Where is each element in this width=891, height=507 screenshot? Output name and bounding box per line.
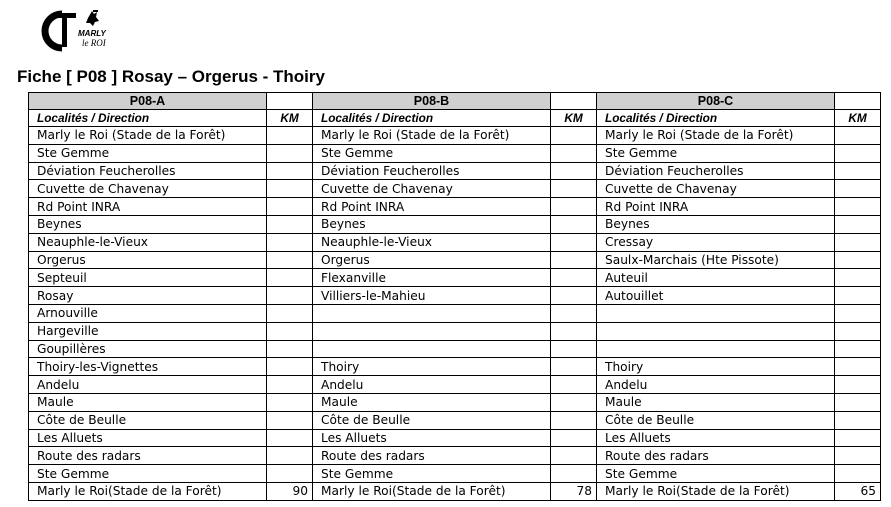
stop-cell: Thoiry xyxy=(597,358,835,376)
km-cell xyxy=(267,322,313,340)
km-cell xyxy=(267,251,313,269)
stop-cell: Rd Point INRA xyxy=(597,198,835,216)
km-cell xyxy=(551,322,597,340)
stop-cell: Maule xyxy=(597,393,835,411)
km-cell xyxy=(551,429,597,447)
stop-cell: Les Alluets xyxy=(29,429,267,447)
stop-cell: Cuvette de Chavenay xyxy=(29,180,267,198)
stop-cell: Beynes xyxy=(597,215,835,233)
km-cell xyxy=(551,233,597,251)
blank-header-cell xyxy=(267,93,313,110)
stop-cell: Rosay xyxy=(29,287,267,305)
km-cell xyxy=(835,393,881,411)
table-row xyxy=(29,269,881,287)
km-cell xyxy=(551,162,597,180)
stop-cell xyxy=(313,340,551,358)
table-row xyxy=(29,127,881,145)
km-cell xyxy=(551,198,597,216)
km-cell xyxy=(835,215,881,233)
stop-cell: Flexanville xyxy=(313,269,551,287)
km-cell xyxy=(267,465,313,483)
table-row xyxy=(29,233,881,251)
svg-text:le ROI: le ROI xyxy=(82,38,106,48)
stop-cell xyxy=(313,322,551,340)
ct-logo-icon xyxy=(38,8,108,54)
km-cell xyxy=(835,322,881,340)
stop-cell: Neauphle-le-Vieux xyxy=(29,233,267,251)
stop-cell: Beynes xyxy=(29,215,267,233)
km-cell xyxy=(835,465,881,483)
stop-cell: Saulx-Marchais (Hte Pissote) xyxy=(597,251,835,269)
route-table-body xyxy=(29,93,881,501)
km-cell xyxy=(835,198,881,216)
stop-cell: Côte de Beulle xyxy=(597,411,835,429)
table-row xyxy=(29,465,881,483)
km-cell xyxy=(267,215,313,233)
stop-cell: Septeuil xyxy=(29,269,267,287)
stop-cell: Marly le Roi(Stade de la Forêt) xyxy=(29,482,267,500)
table-row xyxy=(29,287,881,305)
stop-cell: Ste Gemme xyxy=(29,465,267,483)
km-cell xyxy=(835,304,881,322)
table-row xyxy=(29,322,881,340)
km-cell xyxy=(551,304,597,322)
table-row xyxy=(29,411,881,429)
stop-cell: Marly le Roi (Stade de la Forêt) xyxy=(313,127,551,145)
stop-cell: Cuvette de Chavenay xyxy=(597,180,835,198)
km-cell: 78 xyxy=(551,482,597,500)
route-code-header-row xyxy=(29,93,881,110)
km-cell xyxy=(835,162,881,180)
route-table xyxy=(28,92,881,501)
km-cell xyxy=(267,198,313,216)
km-cell xyxy=(551,411,597,429)
stop-cell: Route des radars xyxy=(313,447,551,465)
column-header-row xyxy=(29,110,881,127)
km-cell xyxy=(267,127,313,145)
stop-cell xyxy=(313,304,551,322)
km-cell xyxy=(267,304,313,322)
stop-cell: Ste Gemme xyxy=(597,144,835,162)
table-row xyxy=(29,215,881,233)
km-cell xyxy=(267,269,313,287)
stop-cell: Ste Gemme xyxy=(313,144,551,162)
km-cell xyxy=(267,287,313,305)
table-row xyxy=(29,162,881,180)
km-cell xyxy=(551,180,597,198)
km-cell xyxy=(267,162,313,180)
stop-cell: Déviation Feucherolles xyxy=(29,162,267,180)
km-cell xyxy=(551,251,597,269)
blank-header-cell xyxy=(551,93,597,110)
blank-header-cell xyxy=(835,93,881,110)
km-header: KM xyxy=(267,110,313,127)
km-cell xyxy=(835,358,881,376)
stop-cell: Route des radars xyxy=(597,447,835,465)
table-row xyxy=(29,393,881,411)
locality-direction-header: Localités / Direction xyxy=(597,110,835,127)
km-header: KM xyxy=(551,110,597,127)
table-row xyxy=(29,304,881,322)
route-code-cell: P08-C xyxy=(597,93,835,110)
stop-cell: Cressay xyxy=(597,233,835,251)
stop-cell: Côte de Beulle xyxy=(29,411,267,429)
stop-cell: Auteuil xyxy=(597,269,835,287)
stop-cell: Hargeville xyxy=(29,322,267,340)
page-title: Fiche [ P08 ] Rosay – Orgerus - Thoiry xyxy=(17,67,325,86)
km-cell xyxy=(835,180,881,198)
stop-cell: Déviation Feucherolles xyxy=(597,162,835,180)
table-row xyxy=(29,340,881,358)
table-row xyxy=(29,144,881,162)
stop-cell xyxy=(597,340,835,358)
table-row xyxy=(29,198,881,216)
stop-cell: Rd Point INRA xyxy=(313,198,551,216)
km-cell xyxy=(267,180,313,198)
stop-cell: Marly le Roi (Stade de la Forêt) xyxy=(29,127,267,145)
km-cell xyxy=(551,144,597,162)
stop-cell: Cuvette de Chavenay xyxy=(313,180,551,198)
stop-cell xyxy=(597,304,835,322)
stop-cell: Maule xyxy=(313,393,551,411)
km-cell xyxy=(835,411,881,429)
km-cell: 90 xyxy=(267,482,313,500)
km-cell xyxy=(551,358,597,376)
stop-cell: Andelu xyxy=(29,376,267,394)
km-cell xyxy=(835,447,881,465)
locality-direction-header: Localités / Direction xyxy=(313,110,551,127)
km-cell xyxy=(267,376,313,394)
km-cell xyxy=(551,376,597,394)
stop-cell xyxy=(597,322,835,340)
stop-cell: Ste Gemme xyxy=(597,465,835,483)
km-cell xyxy=(551,287,597,305)
stop-cell: Beynes xyxy=(313,215,551,233)
km-cell xyxy=(267,358,313,376)
km-cell: 65 xyxy=(835,482,881,500)
stop-cell: Marly le Roi(Stade de la Forêt) xyxy=(313,482,551,500)
stop-cell: Thoiry-les-Vignettes xyxy=(29,358,267,376)
km-cell xyxy=(267,447,313,465)
stop-cell: Ste Gemme xyxy=(313,465,551,483)
table-row xyxy=(29,358,881,376)
stop-cell: Maule xyxy=(29,393,267,411)
route-code-cell: P08-A xyxy=(29,93,267,110)
stop-cell: Andelu xyxy=(313,376,551,394)
km-cell xyxy=(551,340,597,358)
km-cell xyxy=(267,393,313,411)
stop-cell: Route des radars xyxy=(29,447,267,465)
km-cell xyxy=(551,127,597,145)
km-cell xyxy=(551,393,597,411)
stop-cell: Arnouville xyxy=(29,304,267,322)
km-cell xyxy=(835,376,881,394)
km-cell xyxy=(551,465,597,483)
ct-marly-logo xyxy=(38,8,108,54)
km-header: KM xyxy=(835,110,881,127)
stop-cell: Orgerus xyxy=(313,251,551,269)
stop-cell: Côte de Beulle xyxy=(313,411,551,429)
km-cell xyxy=(267,429,313,447)
km-cell xyxy=(835,251,881,269)
table-row xyxy=(29,376,881,394)
table-row xyxy=(29,180,881,198)
stop-cell: Marly le Roi (Stade de la Forêt) xyxy=(597,127,835,145)
km-cell xyxy=(835,287,881,305)
route-code-cell: P08-B xyxy=(313,93,551,110)
km-cell xyxy=(835,144,881,162)
stop-cell: Andelu xyxy=(597,376,835,394)
km-cell xyxy=(835,269,881,287)
stop-cell: Goupillères xyxy=(29,340,267,358)
km-cell xyxy=(551,269,597,287)
km-cell xyxy=(835,340,881,358)
stop-cell: Déviation Feucherolles xyxy=(313,162,551,180)
stop-cell: Orgerus xyxy=(29,251,267,269)
km-cell xyxy=(267,340,313,358)
stop-cell: Les Alluets xyxy=(313,429,551,447)
km-cell xyxy=(835,127,881,145)
table-row xyxy=(29,482,881,500)
stop-cell: Les Alluets xyxy=(597,429,835,447)
stop-cell: Neauphle-le-Vieux xyxy=(313,233,551,251)
km-cell xyxy=(551,447,597,465)
table-row xyxy=(29,251,881,269)
table-row xyxy=(29,447,881,465)
stop-cell: Marly le Roi(Stade de la Forêt) xyxy=(597,482,835,500)
locality-direction-header: Localités / Direction xyxy=(29,110,267,127)
km-cell xyxy=(835,429,881,447)
km-cell xyxy=(267,144,313,162)
table-row xyxy=(29,429,881,447)
km-cell xyxy=(551,215,597,233)
svg-text:MARLY: MARLY xyxy=(78,29,106,38)
km-cell xyxy=(267,411,313,429)
stop-cell: Rd Point INRA xyxy=(29,198,267,216)
stop-cell: Autouillet xyxy=(597,287,835,305)
stop-cell: Thoiry xyxy=(313,358,551,376)
km-cell xyxy=(267,233,313,251)
stop-cell: Villiers-le-Mahieu xyxy=(313,287,551,305)
stop-cell: Ste Gemme xyxy=(29,144,267,162)
km-cell xyxy=(835,233,881,251)
